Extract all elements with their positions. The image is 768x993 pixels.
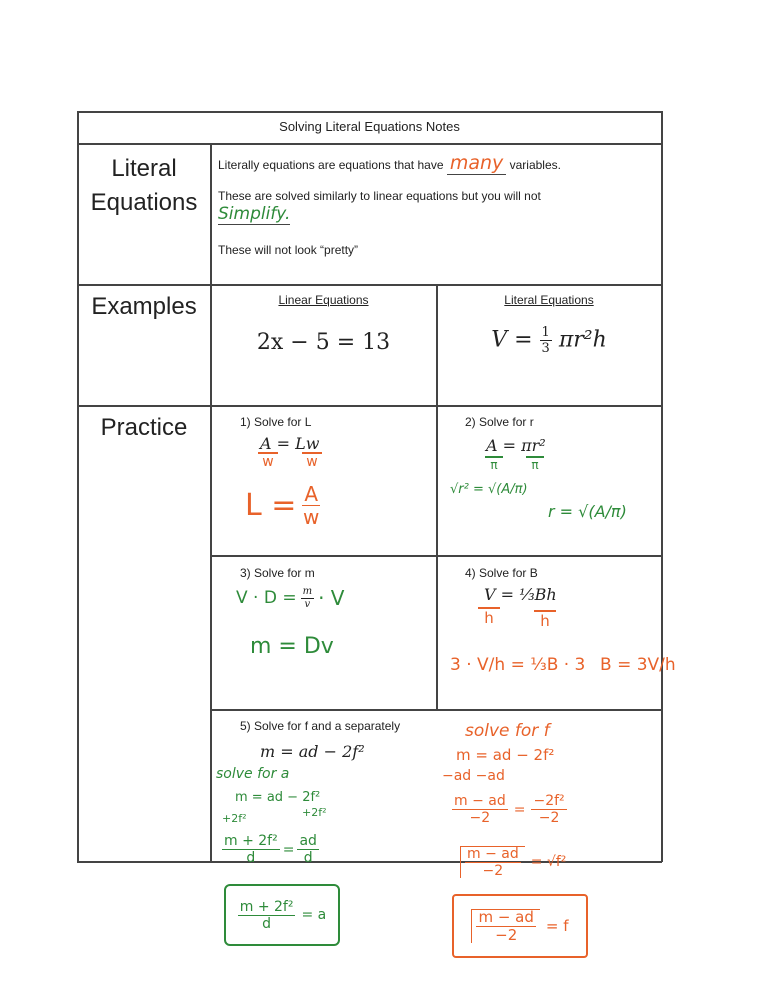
problem-4-work: 3 · V/h = ⅓B · 3 — [450, 655, 586, 675]
linear-example-equation: 2x − 5 = 13 — [256, 330, 391, 355]
literal-example-equation — [437, 326, 661, 355]
problem-5-solve-f-step4 — [460, 846, 566, 878]
problem-5-solve-f-answer-box — [452, 894, 588, 958]
step3-equals: = — [282, 841, 295, 858]
problem-5-equation: m = ad − 2f² — [260, 742, 365, 761]
problem-1-title: 1) Solve for L — [240, 415, 312, 429]
step4-fraction — [465, 847, 521, 878]
problem-2-title: 2) Solve for r — [465, 415, 534, 429]
step3-f-right-den: −2 — [538, 810, 560, 826]
literal-label — [78, 152, 210, 220]
problem-3-answer: m = Dv — [250, 634, 334, 659]
step3-right-fraction — [297, 834, 318, 865]
answer-numerator: A — [304, 482, 319, 506]
literal-eq-left: V = — [491, 327, 533, 353]
problem-4-divide-h-right: h — [534, 610, 556, 630]
problem-5-solve-a-step2-right: +2f² — [302, 806, 327, 819]
step3-f-left-den: −2 — [469, 810, 491, 826]
problem-2-work: √r² = √(A/π) — [450, 482, 528, 497]
literal-definition — [218, 152, 561, 175]
step3-f-left-num: m − ad — [454, 793, 506, 809]
examples-label: Examples — [91, 293, 197, 320]
problem-3-title: 3) Solve for m — [240, 566, 315, 580]
literal-label-line1: Literal — [111, 155, 177, 182]
problem-5-title: 5) Solve for f and a separately — [240, 719, 401, 733]
problem-1-answer — [245, 484, 320, 527]
problem-2-divide-pi-left: π — [485, 456, 503, 472]
step3-right-den: d — [303, 850, 313, 866]
literal-similar-text: These are solved similarly to linear equations but you will not — [218, 189, 541, 203]
literal-pretty-text: These will not look “pretty” — [218, 243, 359, 257]
problem-4-title: 4) Solve for B — [465, 566, 538, 580]
definition-text-a: Literally equations are equations that have — [218, 158, 444, 172]
problem-4-answer: B = 3V/h — [600, 655, 676, 675]
fraction-numerator: 1 — [541, 325, 550, 340]
problem-3-fraction — [301, 587, 314, 610]
step3-f-left — [452, 794, 508, 825]
problem-4-divide-h-left: h — [478, 607, 500, 627]
answer-f-result: = f — [545, 917, 569, 935]
problem-5-solve-a-step3 — [222, 834, 319, 865]
step3-f-right — [531, 794, 566, 825]
answer-L: L = — [245, 488, 297, 523]
step3-left-num: m + 2f² — [224, 833, 278, 849]
problem-3-equation — [236, 586, 344, 610]
answer-f-sqrt — [471, 909, 539, 943]
problem-5-solve-a-heading: solve for a — [216, 766, 290, 782]
step3-f-right-num: −2f² — [533, 793, 565, 809]
problem-1-equation: A = Lw — [260, 434, 320, 453]
problem-1-divide-w-right: w — [302, 452, 322, 470]
answer-denominator: w — [303, 505, 320, 529]
page-title: Solving Literal Equations Notes — [279, 119, 460, 134]
problem-5-solve-f-heading: solve for f — [465, 721, 550, 741]
problem-3-numerator: m — [302, 585, 313, 597]
problem-4-equation: V = ⅓Bh — [484, 585, 557, 604]
answer-a-fraction — [238, 900, 296, 931]
step3-right-num: ad — [299, 833, 317, 849]
answer-a-num: m + 2f² — [239, 898, 294, 915]
problem-5-solve-a-step2-left: +2f² — [222, 812, 247, 825]
step4-result: = √f² — [530, 854, 567, 870]
step4-den: −2 — [482, 863, 504, 879]
answer-a-result: = a — [301, 907, 327, 923]
answer-f-fraction — [476, 910, 535, 943]
handwritten-many: many — [447, 152, 506, 175]
step3-left-fraction — [222, 834, 280, 865]
literal-equations-header: Literal Equations — [504, 293, 594, 307]
answer-f-den: −2 — [495, 926, 518, 944]
definition-text-b: variables. — [509, 158, 561, 172]
problem-2-divide-pi-right: π — [526, 456, 544, 472]
problem-5-solve-f-step1: m = ad − 2f² — [456, 746, 555, 764]
answer-a-den: d — [262, 915, 272, 932]
step3-left-den: d — [246, 850, 256, 866]
answer-f-num: m − ad — [478, 908, 534, 926]
problem-3-eq-left: V · D = — [236, 588, 297, 608]
step4-num: m − ad — [467, 846, 519, 862]
literal-eq-fraction — [540, 326, 552, 355]
problem-2-answer: r = √(A/π) — [548, 502, 627, 521]
problem-1-divide-w-left: w — [258, 452, 278, 470]
problem-3-eq-right: · V — [318, 586, 345, 610]
problem-3-denominator: v — [304, 598, 311, 610]
fraction-denominator: 3 — [541, 341, 550, 356]
problem-5-solve-f-step3 — [452, 794, 567, 825]
literal-eq-right: πr²h — [558, 327, 607, 353]
answer-fraction — [302, 484, 320, 527]
step3-f-equals: = — [513, 801, 526, 818]
linear-equations-header: Linear Equations — [278, 293, 369, 307]
sqrt-fraction — [460, 846, 525, 878]
handwritten-simplify: Simplify. — [218, 204, 291, 224]
problem-5-solve-a-step1: m = ad − 2f² — [235, 790, 321, 805]
practice-label: Practice — [100, 414, 188, 441]
problem-2-equation: A = πr² — [486, 436, 546, 455]
problem-5-solve-a-answer-box — [224, 884, 340, 946]
literal-label-line2: Equations — [90, 189, 198, 216]
problem-5-solve-f-step2: −ad −ad — [442, 768, 505, 784]
